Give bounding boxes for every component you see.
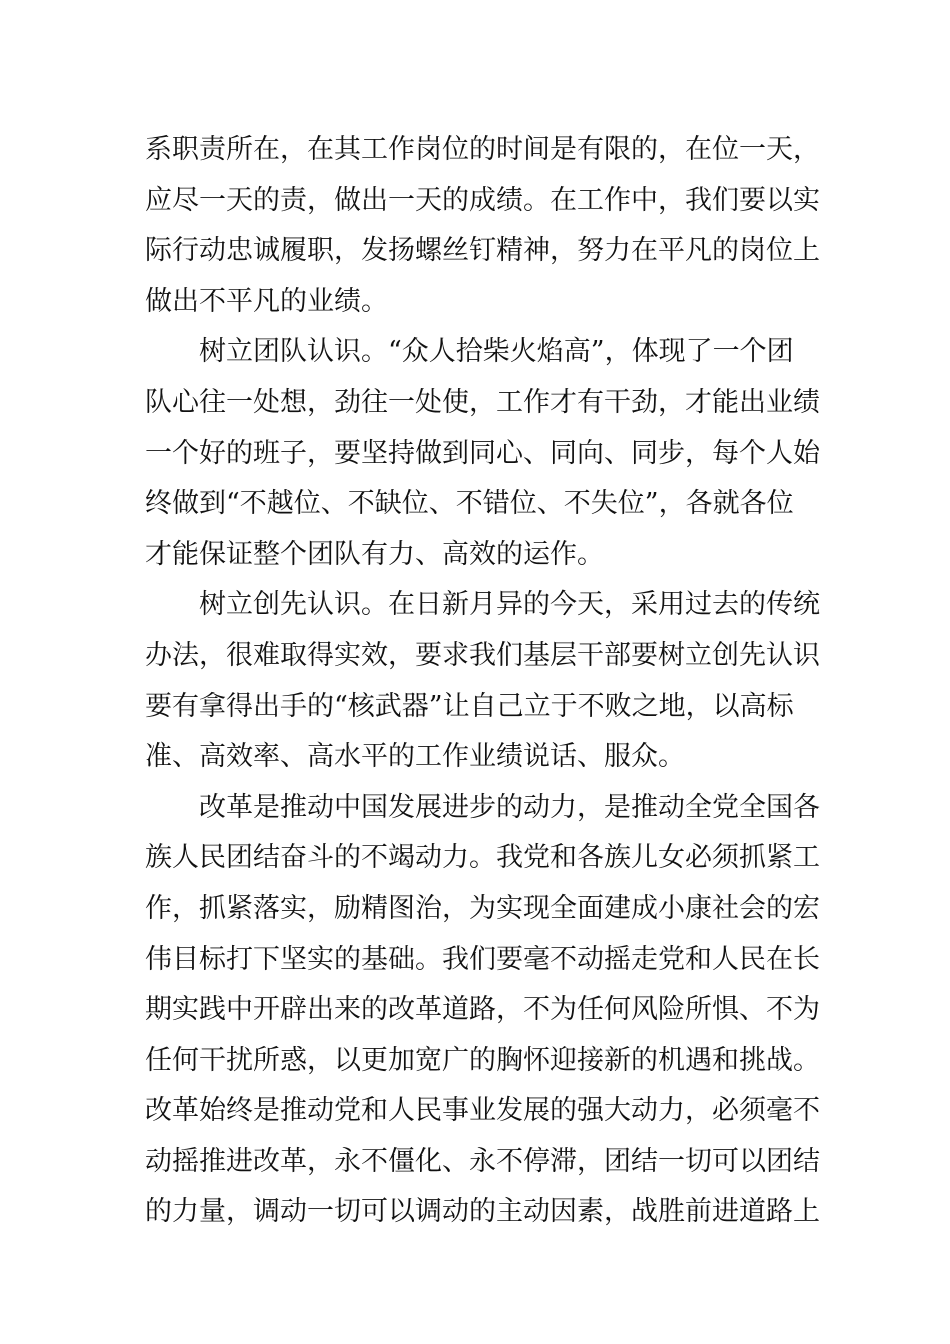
text-line: 的力量，调动一切可以调动的主动因素，战胜前进道路上 [145,1196,820,1228]
text-line: 改革始终是推动党和人民事业发展的强大动力，必须毫不 [145,1095,820,1127]
text-line: 动摇推进改革，永不僵化、永不停滞，团结一切可以团结 [145,1145,820,1177]
paragraph-first-line: 改革是推动中国发展进步的动力，是推动全党全国各 [199,791,820,823]
text-line: 族人民团结奋斗的不竭动力。我党和各族儿女必须抓紧工 [145,842,820,874]
text-line: 做出不平凡的业绩。 [145,285,388,317]
text-line: 系职责所在，在其工作岗位的时间是有限的，在位一天， [145,134,820,165]
text-line: 才能保证整个团队有力、高效的运作。 [145,538,604,570]
paragraph-first-line: 树立创先认识。在日新月异的今天，采用过去的传统 [199,589,820,621]
text-line: 任何干扰所惑，以更加宽广的胸怀迎接新的机遇和挑战。 [145,1044,820,1076]
text-line: 际行动忠诚履职，发扬螺丝钉精神，努力在平凡的岗位上 [145,235,820,267]
text-line: 办法，很难取得实效，要求我们基层干部要树立创先认识 [145,639,820,671]
text-line: 队心往一处想，劲往一处使，工作才有干劲，才能出业绩 [145,386,820,418]
document-body [145,125,820,1238]
text-line: 作，抓紧落实，励精图治，为实现全面建成小康社会的宏 [145,892,820,924]
text-line: 期实践中开辟出来的改革道路，不为任何风险所惧、不为 [145,994,820,1026]
text-line: 伟目标打下坚实的基础。我们要毫不动摇走党和人民在长 [145,943,820,975]
text-line: 一个好的班子，要坚持做到同心、同向、同步，每个人始 [145,437,820,469]
text-line: 终做到“不越位、不缺位、不错位、不失位”，各就各位 [145,488,794,520]
text-line: 应尽一天的责，做出一天的成绩。在工作中，我们要以实 [145,184,820,216]
paragraph-first-line: 树立团队认识。“众人拾柴火焰高”，体现了一个团 [199,336,794,368]
text-line: 准、高效率、高水平的工作业绩说话、服众。 [145,741,685,773]
text-line: 要有拿得出手的“核武器”让自己立于不败之地，以高标 [145,690,794,722]
